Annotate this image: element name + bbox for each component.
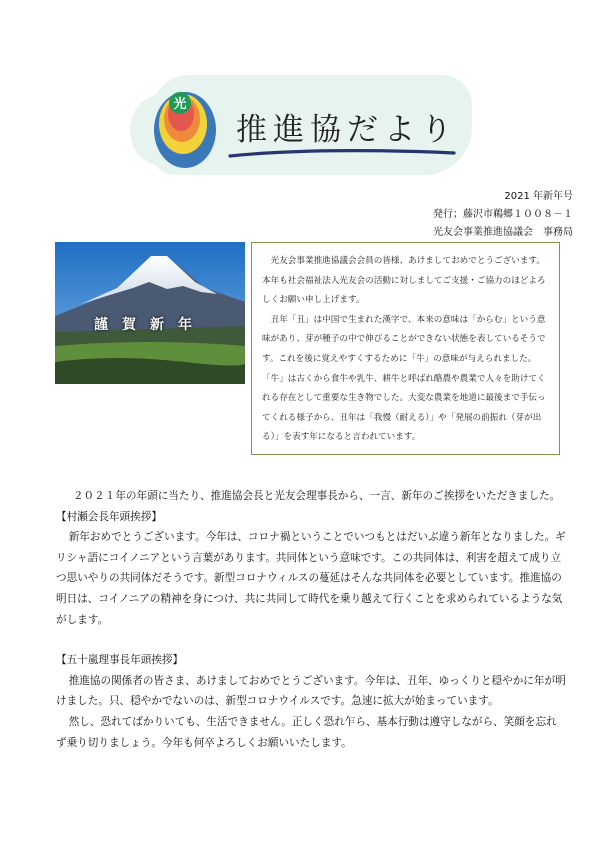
director-message-2: 然し、恐れてばかりいても、生活できません。正しく恐れ乍ら、基本行動は遵守しながら、笑顔を忘れず乗り切りましょう。今年も何卒よろしくお願いいたします。: [56, 715, 557, 749]
issue-meta: [433, 188, 573, 242]
issue-label: 2021 年新年号: [504, 191, 573, 202]
organization-logo: [152, 86, 218, 170]
publisher-org: 光友会事業推進協議会 事務局: [433, 227, 573, 238]
section-spacer: [56, 630, 566, 650]
greeting-box: [251, 242, 560, 455]
section-heading-director: 【五十嵐理事長年頭挨拶】: [56, 654, 184, 667]
mountain-illustration: [55, 242, 245, 384]
title-underline: [228, 147, 458, 161]
logo-glyph: 光: [173, 97, 187, 112]
director-message-1: 推進協の関係者の皆さま、あけましておめでとうございます。今年は、丑年、ゆっくりと穏やかに年が明けました。只、穏やかでないのは、新型コロナウイルスです。急速に拡大が始まっています。: [56, 674, 566, 708]
section-heading-chairman: 【村瀬会長年頭挨拶】: [56, 510, 162, 523]
newsletter-title: 推進協だより: [236, 112, 458, 148]
chairman-message: 新年おめでとうございます。今年は、コロナ禍ということでいつもとはだいぶ違う新年となりました。ギリシャ語にコイノニアという言葉があります。共同体という意味です。この共同体は、利害を超えて成り立つ思いやりの共同体だそうです。新型コロナウィルスの蔓延はそんな共同体を必要としています。推進協の明日は、コイノニアの精神を身につけ、共に共同して時代を乗り越えて行くことを求められているような気がします。: [56, 531, 566, 626]
greeting-paragraph: 丑年「丑」は中国で生まれた漢字で、本来の意味は「からむ」という意味があり、芽が種子の中で伸びることができない状態を表しているそうです。これを後に覚えやすくするために「牛」の意味が与えられました。「牛」は古くから食牛や乳牛、耕牛と呼ばれ酪農や農業で人々を助けてくれる存在として重要な生き物でした。大変な農業を地道に最後まで手伝ってくれる様子から、丑年は「我慢（耐える）」や「発展の前振れ（芽が出る）」を表す年になると言われています。: [262, 314, 546, 443]
new-year-photo: [55, 242, 245, 384]
body-text: [56, 486, 566, 753]
photo-caption: 謹賀新年: [94, 317, 206, 333]
publisher-address: 発行；藤沢市鵜郷１００８－１: [433, 209, 573, 220]
greeting-paragraph: 光友会事業推進協議会会員の皆様、あけましておめでとうございます。本年も社会福祉法人光友会の活動に対しましてご支援・ご協力のほどよろしくお願い申し上げます。: [262, 256, 546, 306]
intro-paragraph: ２０２１年の年頭に当たり、推進協会長と光友会理事長から、一言、新年のご挨拶をいただきました。: [72, 490, 561, 502]
